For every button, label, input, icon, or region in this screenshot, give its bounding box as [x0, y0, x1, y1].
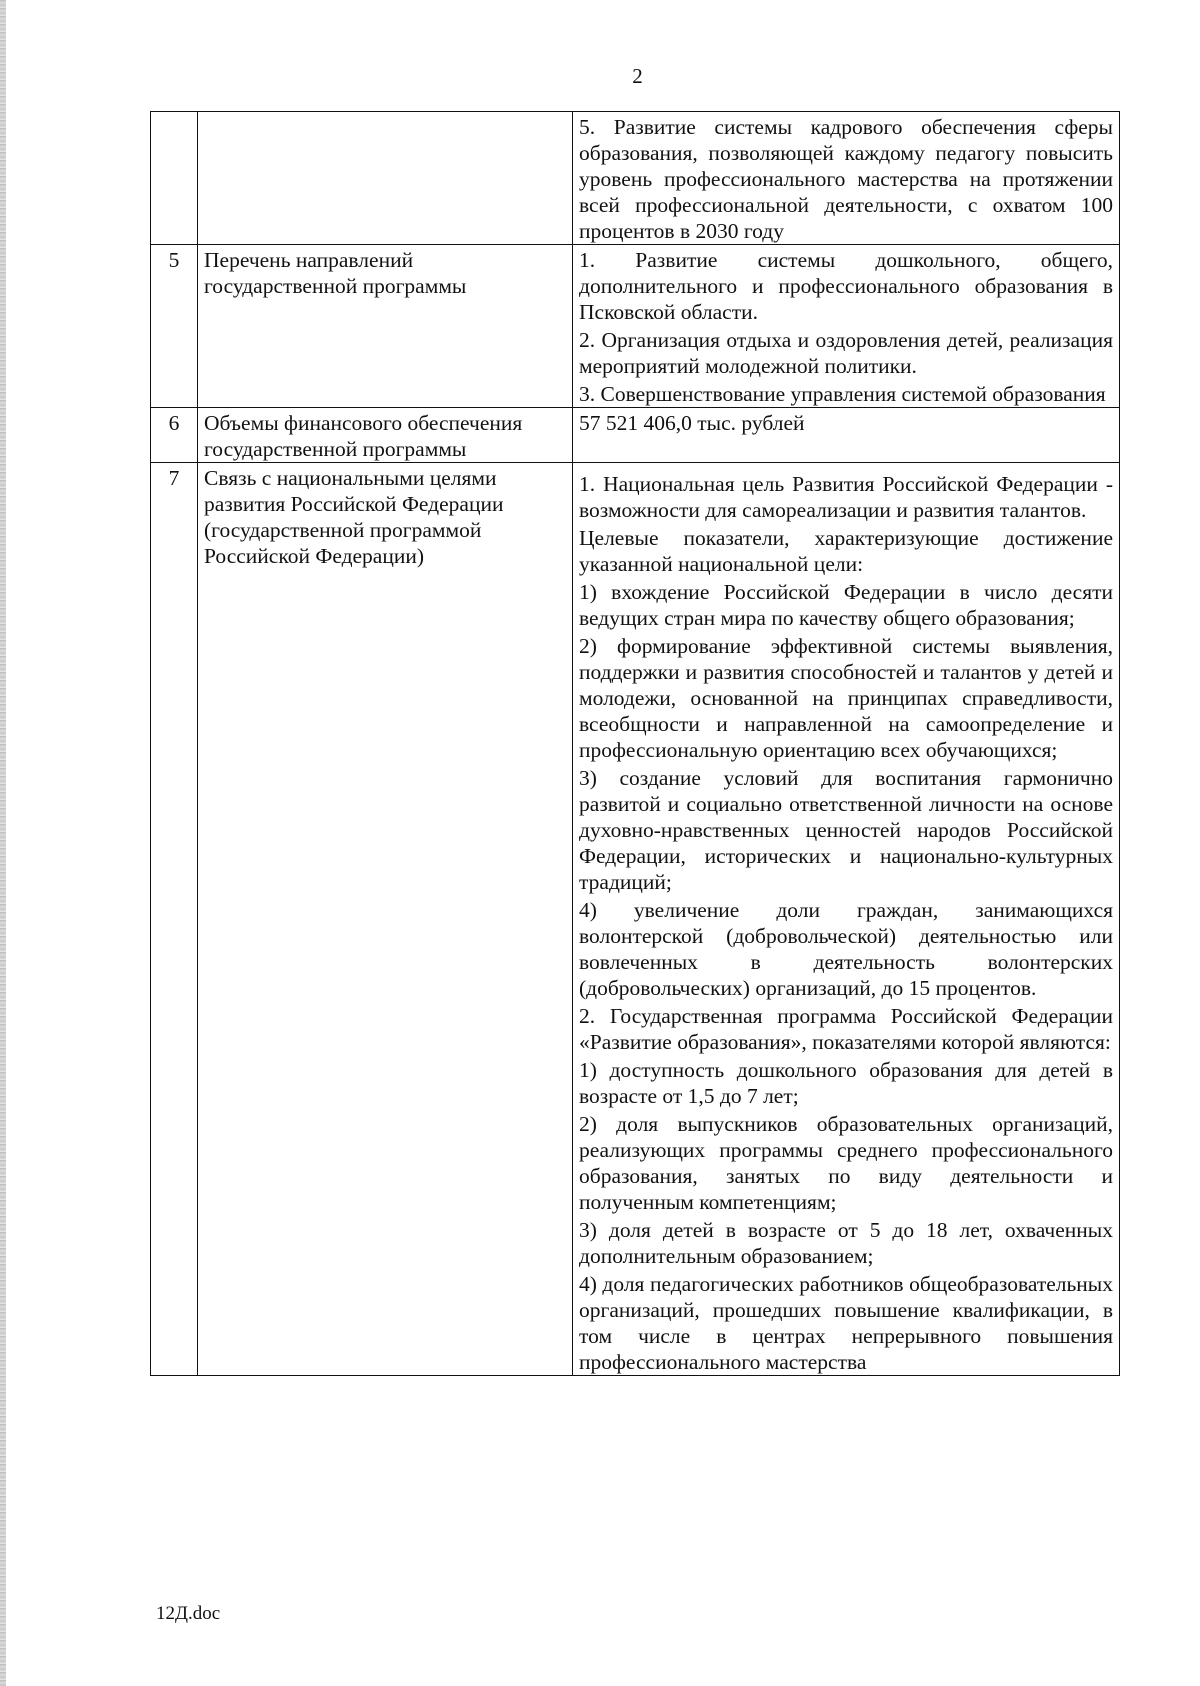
content-paragraph: 5. Развитие системы кадрового обеспечения сферы образования, позволяющей каждому педагогу повысить уровень профессионального мастерства на протяжении всей профессиональной деятельности, с охватом 100 процентов в 2030 году [579, 115, 1113, 243]
table-row [151, 112, 1120, 245]
table-row [151, 463, 1120, 1376]
content-paragraph: Целевые показатели, характеризующие достижение указанной национальной цели: [579, 526, 1113, 576]
content-paragraph: 1. Развитие системы дошкольного, общего, дополнительного и профессионального образования в Псковской области. [579, 248, 1113, 324]
table-row [151, 245, 1120, 408]
row-number: 6 [151, 408, 198, 463]
passport-table [150, 111, 1120, 1376]
row-label [198, 112, 573, 245]
content-paragraph: 2) формирование эффективной системы выявления, поддержки и развития способностей и талантов у детей и молодежи, основанной на принципах справедливости, всеобщности и направленной на самоопределение и профессиональную ориентацию всех обучающихся; [579, 634, 1113, 762]
row-content [573, 408, 1120, 463]
content-paragraph: 2) доля выпускников образовательных организаций, реализующих программы среднего профессионального образования, занятых по виду деятельности и полученным компетенциям; [579, 1112, 1113, 1214]
footer-filename: 12Д.doc [156, 1603, 221, 1624]
content-paragraph: 2. Государственная программа Российской Федерации «Развитие образования», показателями которой являются: [579, 1004, 1113, 1054]
row-number: 5 [151, 245, 198, 408]
content-paragraph: 4) увеличение доли граждан, занимающихся волонтерской (добровольческой) деятельностью или вовлеченных в деятельность волонтерских (добровольческих) организаций, до 15 процентов. [579, 898, 1113, 1000]
table-row [151, 408, 1120, 463]
row-content [573, 463, 1120, 1376]
row-label: Связь с национальными целями развития Российской Федерации (государственной программой Российской Федерации) [198, 463, 573, 1376]
row-label: Объемы финансового обеспечения государственной программы [198, 408, 573, 463]
content-paragraph: 1. Национальная цель Развития Российской Федерации - возможности для самореализации и развития талантов. [579, 472, 1113, 522]
content-paragraph: 4) доля педагогических работников общеобразовательных организаций, прошедших повышение квалификации, в том числе в центрах непрерывного повышения профессионального мастерства [579, 1272, 1113, 1374]
content-paragraph: 3) доля детей в возрасте от 5 до 18 лет, охваченных дополнительным образованием; [579, 1218, 1113, 1268]
row-content [573, 245, 1120, 408]
content-paragraph: 2. Организация отдыха и оздоровления детей, реализация мероприятий молодежной политики. [579, 328, 1113, 378]
content-paragraph: 1) вхождение Российской Федерации в число десяти ведущих стран мира по качеству общего образования; [579, 580, 1113, 630]
content-paragraph: 3) создание условий для воспитания гармонично развитой и социально ответственной личности на основе духовно-нравственных ценностей народов Российской Федерации, исторических и национально-культурных традиций; [579, 766, 1113, 894]
content-paragraph: 3. Совершенствование управления системой образования [579, 382, 1106, 406]
row-content [573, 112, 1120, 245]
row-number: 7 [151, 463, 198, 1376]
content-paragraph: 57 521 406,0 тыс. рублей [579, 411, 805, 435]
content-paragraph: 1) доступность дошкольного образования для детей в возрасте от 1,5 до 7 лет; [579, 1058, 1113, 1108]
page-number: 2 [632, 64, 643, 88]
scan-edge [0, 0, 6, 1686]
row-number [151, 112, 198, 245]
row-label: Перечень направлений государственной программы [198, 245, 573, 408]
